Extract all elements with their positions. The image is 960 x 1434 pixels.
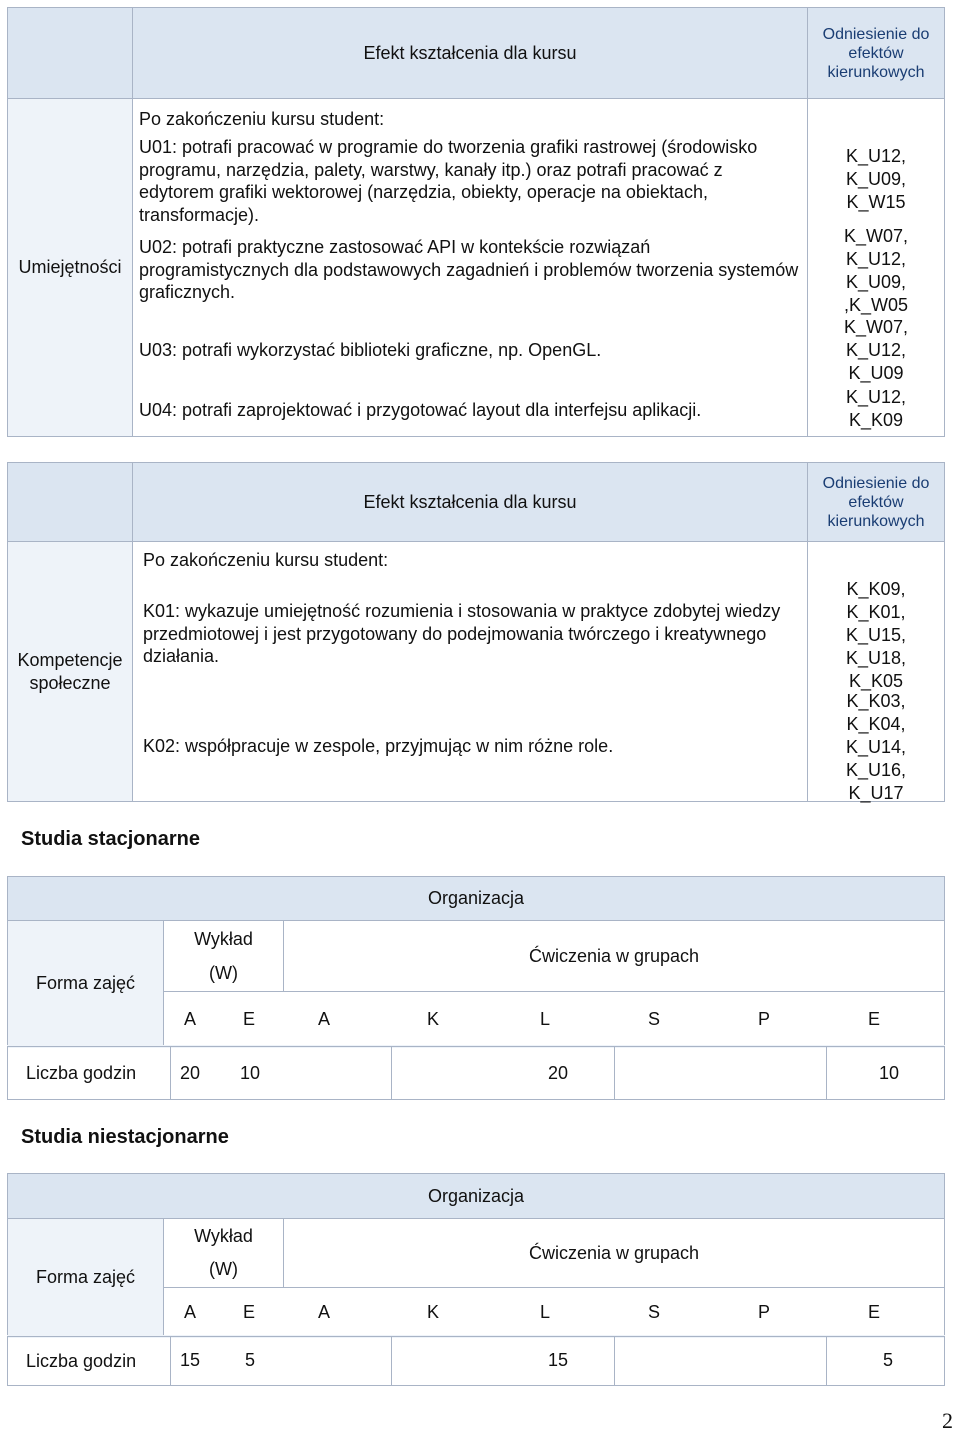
pt-col-l: L xyxy=(540,1302,551,1322)
social-body xyxy=(132,541,808,802)
pt-columns-row xyxy=(163,1287,945,1336)
ft-groups-label: Ćwiczenia w grupach xyxy=(283,920,945,992)
ft-col-a2: A xyxy=(318,1009,331,1029)
skills-header-ref: Odniesienie do efektów kierunkowych xyxy=(807,7,945,99)
pt-hours-e: 5 xyxy=(245,1350,256,1370)
skills-ref-u01: K_U12, K_U09, K_W15 xyxy=(845,146,907,212)
skills-intro: Po zakończeniu kursu student: xyxy=(139,109,385,129)
ft-col-e: E xyxy=(243,1009,256,1029)
ft-lecture-label: Wykład (W) xyxy=(163,920,284,992)
ft-hours-label: Liczba godzin xyxy=(7,1046,171,1100)
social-refs xyxy=(807,541,945,802)
ft-col-p: P xyxy=(758,1009,771,1029)
pt-hours-l: 15 xyxy=(548,1350,569,1370)
social-item-k01: K01: wykazuje umiejętność rozumienia i stosowania w praktyce zdobytej wiedzy przedmiotowej i jest przygotowany do podejmowania twórczego i kreatywnego działania. xyxy=(143,601,781,666)
ft-col-l: L xyxy=(540,1009,551,1029)
skills-item-u04: U04: potrafi zaprojektować i przygotować layout dla interfejsu aplikacji. xyxy=(139,400,702,420)
pt-hours-w: 15 xyxy=(180,1350,201,1370)
pt-hours-e2: 5 xyxy=(883,1350,894,1370)
ft-columns-row xyxy=(163,991,945,1046)
pt-lecture-label: Wykład (W) xyxy=(163,1218,284,1288)
social-intro: Po zakończeniu kursu student: xyxy=(143,550,389,570)
pt-organization: Organizacja xyxy=(7,1173,945,1219)
pt-col-s: S xyxy=(648,1302,661,1322)
social-ref-k02: K_K03, K_K04, K_U14, K_U16, K_U17 xyxy=(845,691,907,803)
ft-hours-e: 10 xyxy=(240,1063,261,1083)
pt-col-a2: A xyxy=(318,1302,331,1322)
pt-col-a: A xyxy=(184,1302,197,1322)
skills-ref-u02: K_W07, K_U12, K_U09, ,K_W05 xyxy=(843,226,909,315)
pt-col-k: K xyxy=(427,1302,440,1322)
skills-corner xyxy=(7,7,133,99)
pt-col-e: E xyxy=(243,1302,256,1322)
skills-item-u01: U01: potrafi pracować w programie do tworzenia grafiki rastrowej (środowisko programu, narzędzia, palety, warstwy, kanały itp.) oraz potrafi pracować z edytorem grafiki wektorowej (narzędzia, obiekty, operacje na obiektach, transformacje). xyxy=(139,137,758,225)
skills-refs xyxy=(807,98,945,437)
ft-col-s: S xyxy=(648,1009,661,1029)
pt-col-e2: E xyxy=(868,1302,881,1322)
skills-ref-u03: K_W07, K_U12, K_U09 xyxy=(843,317,909,383)
pt-hours-label: Liczba godzin xyxy=(7,1336,171,1386)
ft-organization: Organizacja xyxy=(7,876,945,921)
social-corner xyxy=(7,462,133,542)
skills-header-effect: Efekt kształcenia dla kursu xyxy=(132,7,808,99)
ft-col-e2: E xyxy=(868,1009,881,1029)
pt-form-label: Forma zajęć xyxy=(7,1218,164,1336)
skills-item-u03: U03: potrafi wykorzystać biblioteki graficzne, np. OpenGL. xyxy=(139,340,602,360)
social-item-k02: K02: współpracuje w zespole, przyjmując w nim różne role. xyxy=(143,736,614,756)
pt-col-p: P xyxy=(758,1302,771,1322)
pt-groups-label: Ćwiczenia w grupach xyxy=(283,1218,945,1288)
social-header-ref: Odniesienie do efektów kierunkowych xyxy=(807,462,945,542)
page-number: 2 xyxy=(942,1408,953,1433)
part-time-heading: Studia niestacjonarne xyxy=(21,1126,229,1148)
social-ref-k01: K_K09, K_K01, K_U15, K_U18, K_K05 xyxy=(845,579,907,691)
ft-hours-e2: 10 xyxy=(879,1063,900,1083)
ft-form-label: Forma zajęć xyxy=(7,920,164,1046)
ft-hours-l: 20 xyxy=(548,1063,569,1083)
skills-ref-u04: K_U12, K_K09 xyxy=(845,387,907,430)
skills-item-u02: U02: potrafi praktyczne zastosować API w kontekście rozwiązań programistycznych dla podstawowych zagadnień i problemów tworzenia systemów graficznych. xyxy=(139,237,799,302)
social-category: Kompetencje społeczne xyxy=(7,541,133,802)
ft-col-k: K xyxy=(427,1009,440,1029)
skills-body xyxy=(132,98,808,437)
skills-category: Umiejętności xyxy=(7,98,133,437)
social-header-effect: Efekt kształcenia dla kursu xyxy=(132,462,808,542)
ft-hours-w: 20 xyxy=(180,1063,201,1083)
ft-col-a: A xyxy=(184,1009,197,1029)
full-time-heading: Studia stacjonarne xyxy=(21,828,200,850)
